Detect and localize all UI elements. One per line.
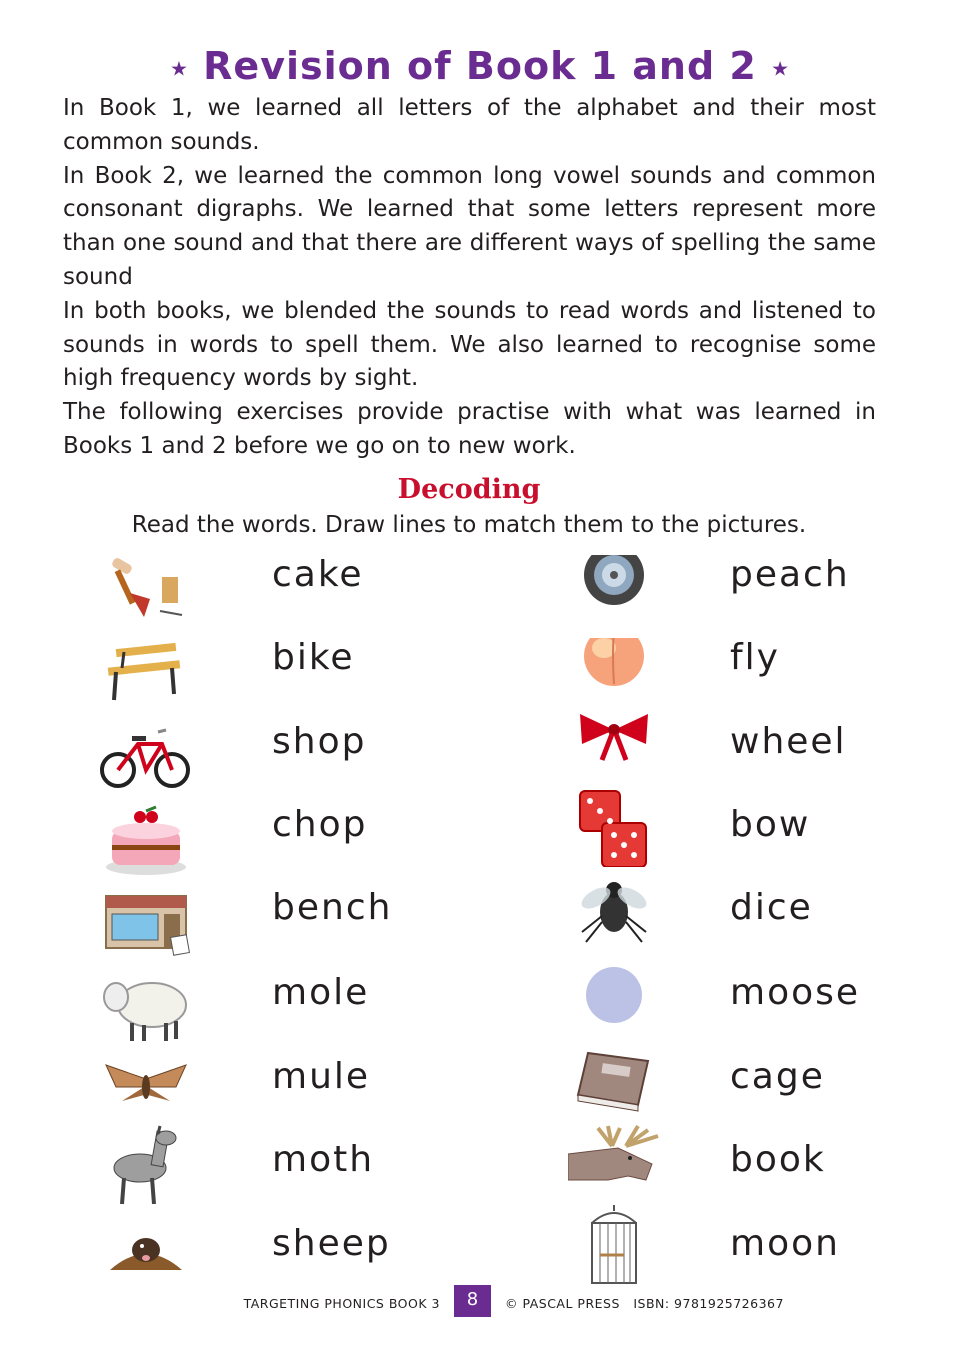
word-book[interactable]: book: [730, 1139, 826, 1180]
bench-picture-icon[interactable]: [100, 638, 192, 712]
page-number: 8: [454, 1285, 491, 1317]
moon-picture-icon[interactable]: [568, 961, 660, 1035]
word-chop[interactable]: chop: [272, 804, 368, 845]
chop-picture-icon[interactable]: [100, 555, 192, 629]
word-fly[interactable]: fly: [730, 637, 780, 678]
wheel-picture-icon[interactable]: [568, 555, 660, 629]
match-row: [568, 888, 898, 968]
match-row: [100, 888, 400, 968]
match-row: [100, 638, 400, 718]
word-mole[interactable]: mole: [272, 972, 370, 1013]
word-bike[interactable]: bike: [272, 637, 355, 678]
footer-publisher: [505, 1296, 784, 1311]
intro-paragraph: In both books, we blended the sounds to read words and listened to sounds in words to spell them. We also learned to recognise some high frequency words by sight.: [63, 297, 876, 392]
bike-picture-icon[interactable]: [100, 722, 192, 796]
word-bench[interactable]: bench: [272, 887, 393, 928]
word-moon[interactable]: moon: [730, 1223, 840, 1264]
publisher-name: © PASCAL PRESS: [505, 1296, 620, 1311]
word-peach[interactable]: peach: [730, 554, 850, 595]
peach-picture-icon[interactable]: [568, 638, 660, 712]
footer: [0, 1285, 960, 1319]
match-row: [100, 722, 400, 802]
match-row: [568, 555, 898, 635]
word-mule[interactable]: mule: [272, 1056, 371, 1097]
word-cake[interactable]: cake: [272, 554, 364, 595]
intro-paragraph: In Book 2, we learned the common long vowel sounds and common consonant digraphs. We learned that some letters represent more than one sound and that there are different ways of spelling the same sound: [63, 162, 876, 290]
sheep-picture-icon[interactable]: [100, 973, 192, 1047]
intro-paragraph: In Book 1, we learned all letters of the alphabet and their most common sounds.: [63, 95, 876, 155]
star-icon: ★: [771, 56, 790, 81]
match-row: [100, 973, 400, 1053]
page-title-text: Revision of Book 1 and 2: [203, 44, 757, 88]
word-moose[interactable]: moose: [730, 972, 861, 1013]
match-row: [568, 973, 898, 1053]
cage-picture-icon[interactable]: [568, 1196, 660, 1284]
word-wheel[interactable]: wheel: [730, 721, 847, 762]
cake-picture-icon[interactable]: [100, 805, 192, 879]
match-row: [100, 1140, 400, 1220]
intro-paragraph: The following exercises provide practise with what was learned in Books 1 and 2 before we go on to new work.: [63, 399, 876, 459]
section-heading: Decoding: [397, 474, 541, 505]
match-row: [100, 805, 400, 885]
isbn-text: ISBN: 9781925726367: [633, 1296, 784, 1311]
book-picture-icon[interactable]: [568, 1045, 660, 1119]
word-sheep[interactable]: sheep: [272, 1223, 391, 1264]
fly-picture-icon[interactable]: [568, 872, 660, 946]
match-row: [568, 638, 898, 718]
exercise-instruction: Read the words. Draw lines to match them to the pictures.: [131, 512, 807, 538]
intro-text: [63, 92, 876, 464]
word-dice[interactable]: dice: [730, 887, 813, 928]
page-title: [0, 44, 960, 88]
word-shop[interactable]: shop: [272, 721, 367, 762]
moose-picture-icon[interactable]: [568, 1124, 660, 1198]
word-moth[interactable]: moth: [272, 1139, 375, 1180]
mule-picture-icon[interactable]: [100, 1118, 192, 1204]
mole-picture-icon[interactable]: [100, 1218, 192, 1292]
match-row: [100, 555, 400, 635]
bow-picture-icon[interactable]: [568, 708, 660, 782]
word-bow[interactable]: bow: [730, 804, 811, 845]
footer-book-title: TARGETING PHONICS BOOK 3: [243, 1296, 440, 1311]
word-cage[interactable]: cage: [730, 1056, 825, 1097]
dice-picture-icon[interactable]: [568, 781, 660, 867]
star-icon: ★: [170, 56, 189, 81]
shop-picture-icon[interactable]: [100, 888, 192, 962]
